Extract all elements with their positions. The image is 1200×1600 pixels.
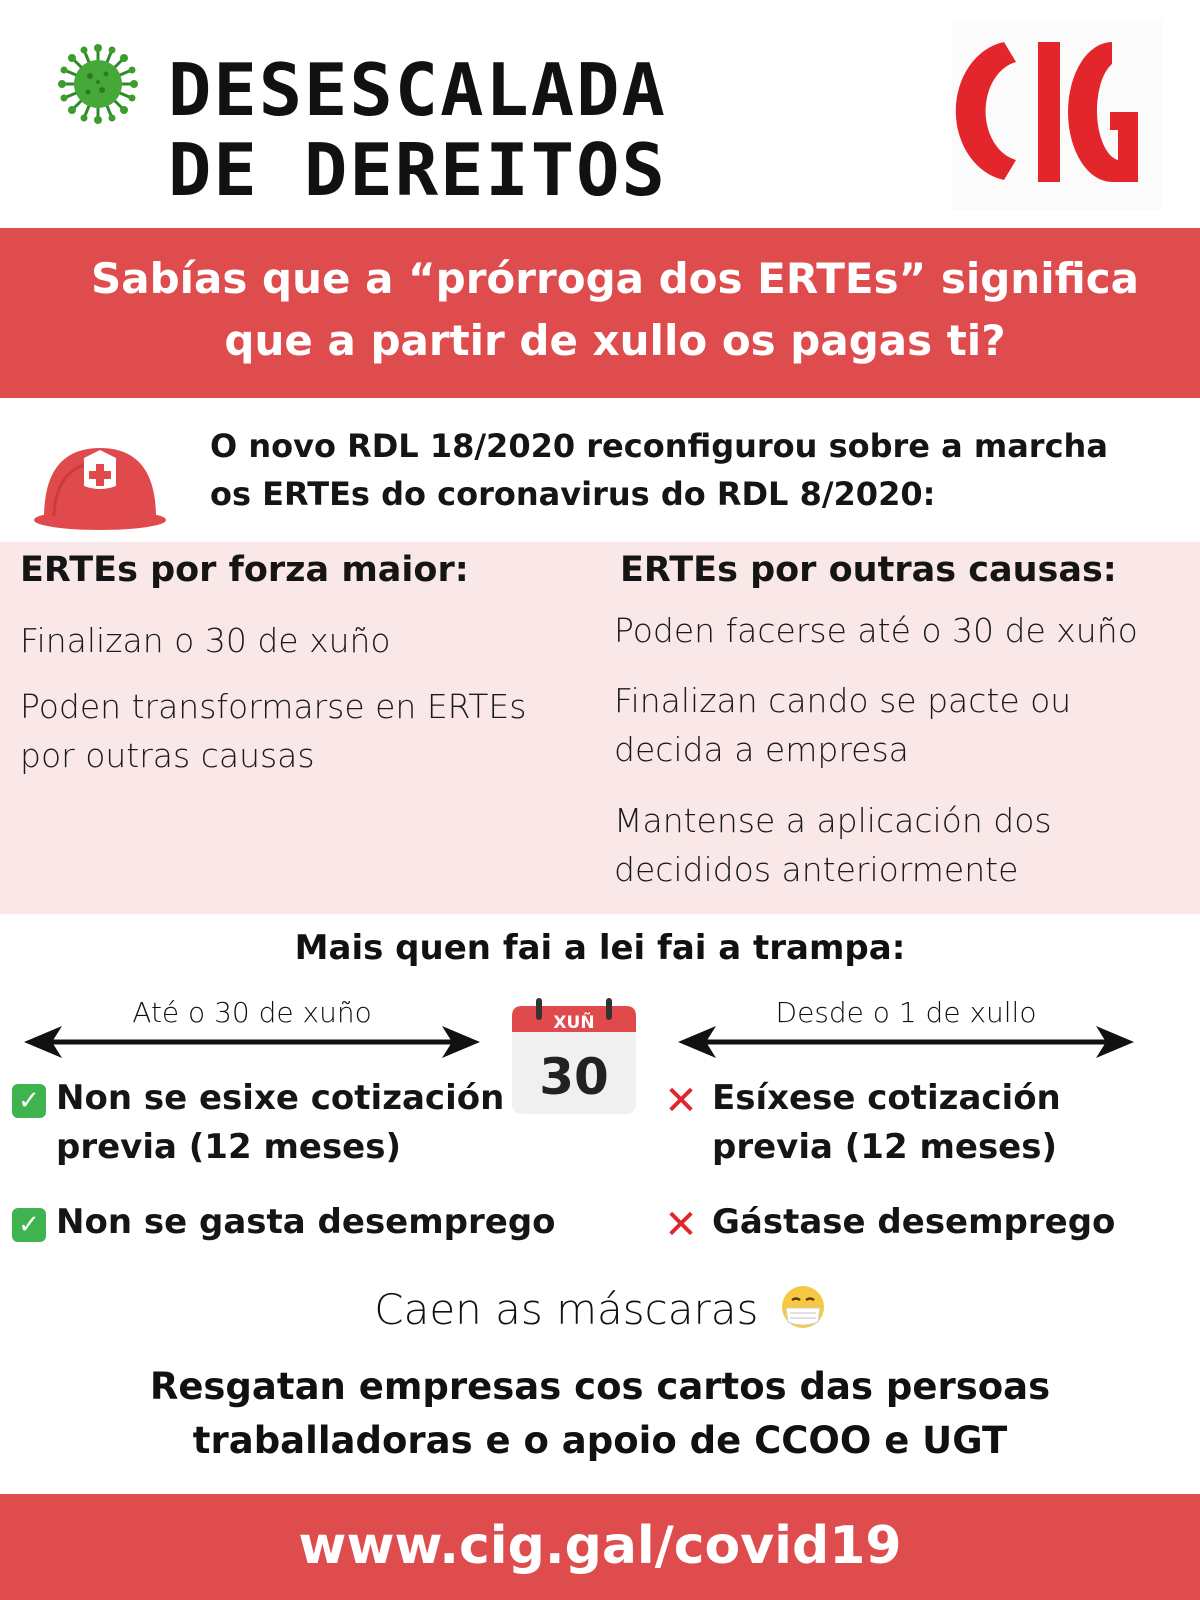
check-icon: ✓ xyxy=(12,1084,46,1118)
right-column-heading: ERTEs por outras causas: xyxy=(620,550,1117,590)
right-column-item: Mantense a aplicación dos decididos anteriormente xyxy=(614,801,1052,889)
intro-text xyxy=(210,422,1190,518)
period-label-after: Desde o 1 de xullo xyxy=(775,996,1037,1029)
banner-question xyxy=(40,248,1190,372)
resgatan-line-2: traballadoras e o apoio de CCOO e UGT xyxy=(192,1419,1008,1462)
caen-text: Caen as máscaras xyxy=(374,1285,759,1334)
mask-face-icon xyxy=(780,1284,826,1330)
before-item: Non se esixe cotización previa (12 meses) xyxy=(56,1078,505,1167)
trampa-heading: Mais quen fai a lei fai a trampa: xyxy=(294,928,906,968)
double-arrow-icon xyxy=(676,1020,1136,1064)
caen-text-row xyxy=(0,1282,1200,1338)
page-title xyxy=(168,50,667,210)
intro-line-2: os ERTEs do coronavirus do RDL 8/2020: xyxy=(210,475,936,513)
left-column-item: Poden transformarse en ERTEs por outras causas xyxy=(20,687,527,775)
left-column-heading: ERTEs por forza maior: xyxy=(20,550,469,590)
calendar-icon xyxy=(508,998,640,1118)
period-label-before: Até o 30 de xuño xyxy=(132,996,372,1029)
title-line-1: DESESCALADA xyxy=(168,48,667,132)
footer-url[interactable]: www.cig.gal/covid19 xyxy=(298,1516,902,1576)
right-column-item: Poden facerse até o 30 de xuño xyxy=(614,611,1138,650)
banner-line-1: Sabías que a “prórroga dos ERTEs” significa xyxy=(91,254,1139,303)
virus-icon xyxy=(58,44,138,124)
cross-icon: ✕ xyxy=(664,1078,698,1124)
helmet-icon xyxy=(30,440,170,532)
banner-line-2: que a partir de xullo os pagas ti? xyxy=(224,316,1006,365)
double-arrow-icon xyxy=(22,1020,482,1064)
left-column-item: Finalizan o 30 de xuño xyxy=(20,621,391,660)
before-item: Non se gasta desemprego xyxy=(56,1202,556,1242)
after-item: Esíxese cotización previa (12 meses) xyxy=(712,1078,1061,1167)
cross-icon: ✕ xyxy=(664,1202,698,1248)
title-line-2: DE DEREITOS xyxy=(168,128,667,212)
calendar-day: 30 xyxy=(539,1048,609,1106)
intro-line-1: O novo RDL 18/2020 reconfigurou sobre a marcha xyxy=(210,427,1108,465)
cig-logo xyxy=(952,20,1162,210)
after-item: Gástase desemprego xyxy=(712,1202,1116,1242)
resgatan-line-1: Resgatan empresas cos cartos das persoas xyxy=(149,1365,1051,1408)
resgatan-text xyxy=(40,1360,1160,1468)
right-column-item: Finalizan cando se pacte ou decida a empresa xyxy=(614,681,1072,769)
check-icon: ✓ xyxy=(12,1208,46,1242)
calendar-month: XUÑ xyxy=(553,1013,595,1033)
